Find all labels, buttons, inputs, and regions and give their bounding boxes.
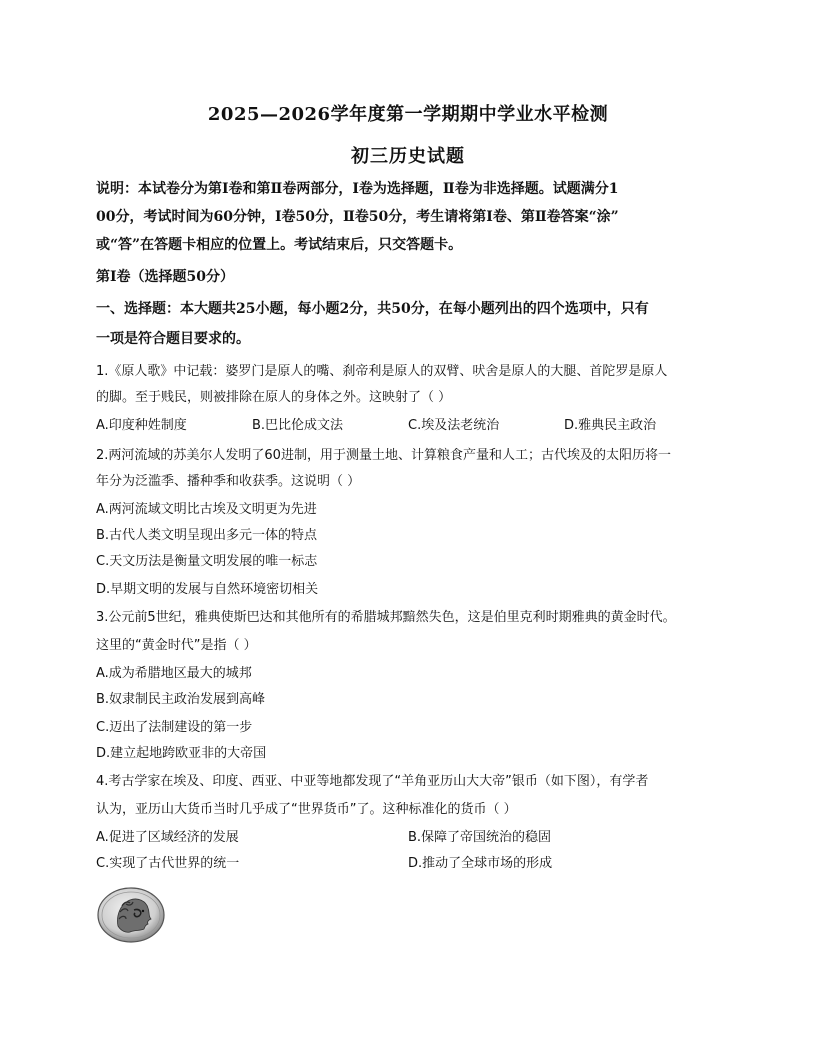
instructions-line-1: 说明：本试卷分为第Ⅰ卷和第Ⅱ卷两部分，Ⅰ卷为选择题，Ⅱ卷为非选择题。试题满分1 — [96, 181, 619, 197]
question-3-stem-line-1: 3.公元前5世纪，雅典使斯巴达和其他所有的希腊城邦黯然失色，这是伯里克利时期雅典的黄金时代。 — [96, 610, 676, 625]
question-2-option-c[interactable]: C.天文历法是衡量文明发展的唯一标志 — [96, 554, 318, 569]
question-2-stem-line-2: 年分为泛滥季、播种季和收获季。这说明（ ） — [96, 474, 361, 489]
question-3-option-d[interactable]: D.建立起地跨欧亚非的大帝国 — [96, 746, 267, 761]
question-2-stem-line-1: 2.两河流域的苏美尔人发明了60进制，用于测量土地、计算粮食产量和人工；古代埃及的太阳历将一 — [96, 448, 671, 463]
question-1-option-b[interactable]: B.巴比伦成文法 — [252, 418, 344, 433]
question-3-option-a[interactable]: A.成为希腊地区最大的城邦 — [96, 666, 252, 681]
coin-icon — [96, 886, 166, 944]
question-2-option-a[interactable]: A.两河流域文明比古埃及文明更为先进 — [96, 502, 317, 517]
question-3-option-c[interactable]: C.迈出了法制建设的第一步 — [96, 720, 253, 735]
instructions-line-2: 00分，考试时间为60分钟，Ⅰ卷50分，Ⅱ卷50分，考生请将第Ⅰ卷、第Ⅱ卷答案“涂” — [96, 209, 619, 225]
question-2-option-b[interactable]: B.古代人类文明呈现出多元一体的特点 — [96, 528, 318, 543]
question-4-stem-line-1: 4.考古学家在埃及、印度、西亚、中亚等地都发现了“羊角亚历山大大帝”银币（如下图），有学者 — [96, 774, 649, 789]
section-heading-line-2: 一项是符合题目要求的。 — [96, 331, 250, 347]
exam-subtitle: 初三历史试题 — [351, 146, 465, 167]
question-4-option-a[interactable]: A.促进了区域经济的发展 — [96, 830, 239, 845]
question-3-stem-line-2: 这里的“黄金时代”是指（ ） — [96, 638, 257, 653]
instructions-line-3: 或“答”在答题卡相应的位置上。考试结束后，只交答题卡。 — [96, 237, 463, 253]
question-1-option-a[interactable]: A.印度种姓制度 — [96, 418, 187, 433]
question-4-option-d[interactable]: D.推动了全球市场的形成 — [408, 856, 553, 871]
question-1-stem-line-2: 的脚。至于贱民，则被排除在原人的身体之外。这映射了（ ） — [96, 390, 452, 405]
question-3-option-b[interactable]: B.奴隶制民主政治发展到高峰 — [96, 692, 266, 707]
question-4-stem-line-2: 认为，亚历山大货币当时几乎成了“世界货币”了。这种标准化的货币（ ） — [96, 802, 517, 817]
part-heading: 第Ⅰ卷（选择题50分） — [96, 269, 235, 285]
question-2-option-d[interactable]: D.早期文明的发展与自然环境密切相关 — [96, 582, 319, 597]
question-4-option-c[interactable]: C.实现了古代世界的统一 — [96, 856, 240, 871]
section-heading-line-1: 一、选择题：本大题共25小题，每小题2分，共50分，在每小题列出的四个选项中，只有 — [96, 301, 649, 317]
exam-title: 2025—2026学年度第一学期期中学业水平检测 — [207, 104, 609, 125]
question-4-option-b[interactable]: B.保障了帝国统治的稳固 — [408, 830, 552, 845]
question-1-option-d[interactable]: D.雅典民主政治 — [564, 418, 657, 433]
question-1-stem-line-1: 1.《原人歌》中记载：婆罗门是原人的嘴、刹帝利是原人的双臂、吠舍是原人的大腿、首陀罗是原人 — [96, 364, 668, 379]
question-1-option-c[interactable]: C.埃及法老统治 — [408, 418, 500, 433]
